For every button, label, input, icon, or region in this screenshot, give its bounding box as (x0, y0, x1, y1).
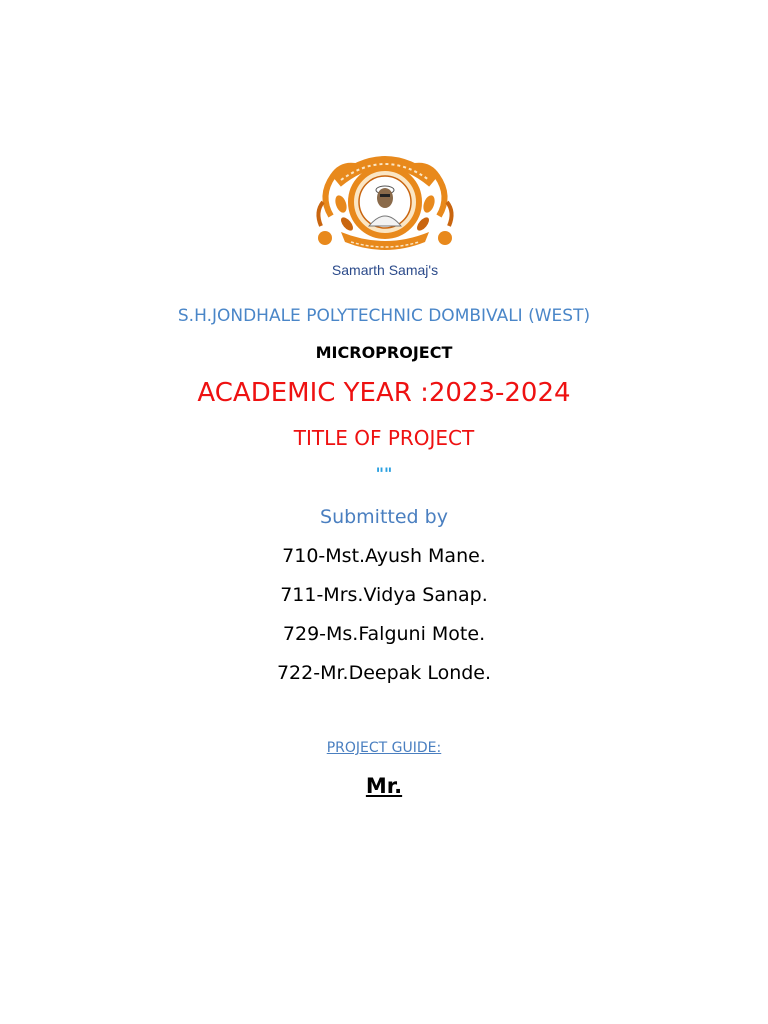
member-entry: 722-Mr.Deepak Londe. (276, 662, 492, 684)
institute-name: S.H.JONDHALE POLYTECHNIC DOMBIVALI (WEST) (177, 306, 591, 326)
project-guide-name: Mr. (365, 774, 403, 798)
institution-logo (311, 146, 459, 286)
project-title-value: "" (375, 464, 393, 483)
document-heading: MICROPROJECT (315, 343, 453, 362)
logo-caption: Samarth Samaj's (331, 262, 439, 278)
member-entry: 711-Mrs.Vidya Sanap. (280, 584, 488, 606)
member-entry: 710-Mst.Ayush Mane. (282, 545, 486, 567)
project-title-label: TITLE OF PROJECT (293, 426, 475, 450)
logo-emblem-icon (311, 146, 459, 258)
member-entry: 729-Ms.Falguni Mote. (282, 623, 486, 645)
academic-year: ACADEMIC YEAR :2023-2024 (197, 378, 571, 408)
project-guide-label: PROJECT GUIDE: (326, 740, 442, 756)
submitted-by-label: Submitted by (320, 506, 448, 528)
